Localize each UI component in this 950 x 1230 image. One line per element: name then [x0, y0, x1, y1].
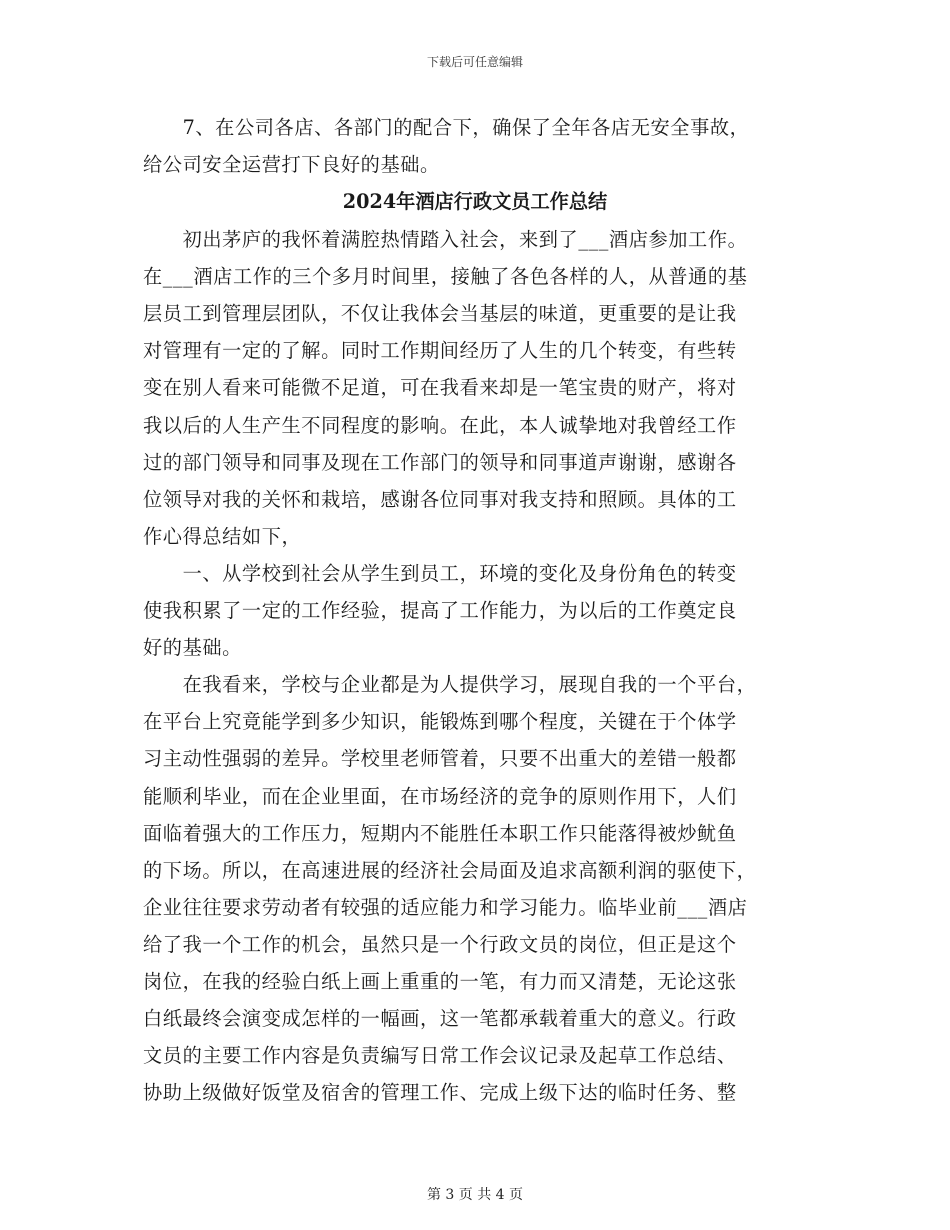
paragraph-line: 位领导对我的关怀和栽培，感谢各位同事对我支持和照顾。具体的工 — [143, 487, 737, 511]
paragraph-line: 能顺利毕业，而在企业里面，在市场经济的竞争的原则作用下，人们 — [143, 784, 737, 808]
paragraph-line: 变在别人看来可能微不足道，可在我看来却是一笔宝贵的财产，将对 — [143, 376, 737, 400]
paragraph-line: 好的基础。 — [143, 636, 242, 660]
paragraph-line: 在平台上究竟能学到多少知识，能锻炼到哪个程度，关键在于个体学 — [143, 710, 737, 734]
paragraph-line: 一、从学校到社会从学生到员工，环境的变化及身份角色的转变 — [143, 561, 737, 585]
paragraph-line: 初出茅庐的我怀着满腔热情踏入社会，来到了___酒店参加工作。 — [143, 228, 748, 251]
page-number: 第 3 页 共 4 页 — [426, 1187, 524, 1203]
paragraph-line: 岗位，在我的经验白纸上画上重重的一笔，有力而又清楚，无论这张 — [143, 970, 737, 993]
paragraph-line: 给了我一个工作的机会，虽然只是一个行政文员的岗位，但正是这个 — [143, 932, 737, 956]
document-title: 2024年酒店行政文员工作总结 — [342, 190, 608, 213]
paragraph-line: 文员的主要工作内容是负责编写日常工作会议记录及起草工作总结、 — [143, 1044, 737, 1068]
paragraph-line: 使我积累了一定的工作经验，提高了工作能力，为以后的工作奠定良 — [143, 599, 737, 622]
paragraph-line: 的下场。所以，在高速进展的经济社会局面及追求高额利润的驱使下， — [143, 858, 757, 882]
paragraph-line: 在___酒店工作的三个多月时间里，接触了各色各样的人，从普通的基 — [143, 265, 748, 289]
paragraph-line: 白纸最终会演变成怎样的一幅画，这一笔都承载着重大的意义。行政 — [143, 1007, 737, 1031]
paragraph-line: 7、在公司各店、各部门的配合下，确保了全年各店无安全事故， — [143, 116, 750, 139]
paragraph-line: 层员工到管理层团队，不仅让我体会当基层的味道，更重要的是让我 — [143, 302, 737, 326]
page-header-note: 下载后可任意编辑 — [426, 55, 523, 69]
paragraph-line: 作心得总结如下， — [143, 524, 302, 548]
paragraph-line: 在我看来，学校与企业都是为人提供学习，展现自我的一个平台， — [143, 673, 757, 697]
paragraph-line: 给公司安全运营打下良好的基础。 — [143, 153, 440, 176]
paragraph-line: 我以后的人生产生不同程度的影响。在此，本人诚挚地对我曾经工作 — [143, 413, 737, 437]
paragraph-line: 协助上级做好饭堂及宿舍的管理工作、完成上级下达的临时任务、整 — [143, 1081, 737, 1105]
paragraph-line: 企业往往要求劳动者有较强的适应能力和学习能力。临毕业前___酒店 — [143, 895, 748, 919]
paragraph-line: 面临着强大的工作压力，短期内不能胜任本职工作只能落得被炒鱿鱼 — [143, 821, 737, 845]
paragraph-line: 对管理有一定的了解。同时工作期间经历了人生的几个转变，有些转 — [143, 339, 737, 363]
paragraph-line: 过的部门领导和同事及现在工作部门的领导和同事道声谢谢，感谢各 — [143, 450, 737, 474]
paragraph-line: 习主动性强弱的差异。学校里老师管着，只要不出重大的差错一般都 — [143, 747, 737, 771]
